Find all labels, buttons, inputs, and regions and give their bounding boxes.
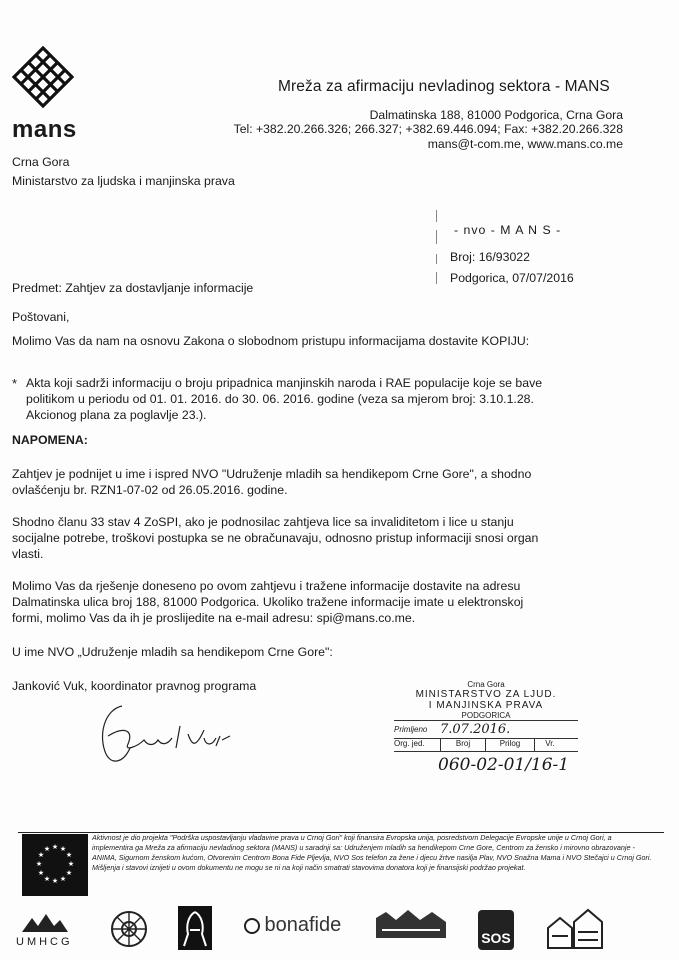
signature-image — [84, 696, 244, 772]
footer-disclaimer: Aktivnost je dio projekta "Podrška uspostavljanju vladavine prava u Crnoj Gori" koji finansira Evropska unija, posredstvom Delegacije Evropske unije u Crnoj Gori, a implementira ga Mreža za afirmaciju nevladinog sektora (MANS) u saradnji sa: Udruženjem mladih sa hendikepom Crne Gore, Centrom za žensko i mirovno obrazovanje - ANIMA, Sigurnom ženskom kućom, Otvorenim Centrom Bona Fide Pljevlja, NVO Sos telefon za žene i djecu žrtve nasilja Plav, NVO Snažna Mama i NVO Stečajci u Crnoj Gori. Mišljenja i stavovi izniјeti u ovom dokumentu ne mogu se ni na koji način smatrati stavovima donatora koji je finansijski podržao projekat. — [92, 833, 652, 872]
svg-text:★: ★ — [65, 851, 73, 859]
paragraph-line: Dalmatinska ulica broj 188, 81000 Podgorica. Ukoliko tražene informacije imate u elektronskoj — [12, 595, 524, 609]
paragraph-line: vlasti. — [12, 547, 44, 561]
paragraph-delivery — [12, 578, 612, 626]
svg-text:★: ★ — [51, 843, 59, 851]
stamp-line: PODGORICA — [461, 711, 511, 720]
bonafide-logo — [244, 914, 341, 937]
svg-text:★: ★ — [59, 845, 67, 853]
stamp-line: Crna Gora — [467, 680, 505, 689]
item-line: Akcionog plana za poglavlje 23.). — [26, 408, 207, 422]
stamp-line: I MANJINSKA PRAVA — [428, 700, 544, 711]
item-line: politikom u periodu od 01. 01. 2016. do 30. 06. 2016. godine (veza sa mjerom broj: 3.10.1.28. — [26, 392, 534, 406]
margin-mark — [436, 254, 437, 264]
bullet-asterisk: * — [12, 376, 18, 391]
stamp-number: 060-02-01/16-1 — [438, 755, 570, 775]
paragraph-line: Shodno članu 33 stav 4 ZoSPI, ako je podnosilac zahtjeva lice sa invaliditetom i lice u stanju — [12, 515, 514, 529]
paragraph-line: Molimo Vas da rješenje doneseno po ovom zahtjevu i tražene informacije dostavite na adresu — [12, 579, 521, 593]
paragraph-line: socijalne potrebe, troškovi postupka se ne obračunavaju, odnosno pristup informaciji snosi organ — [12, 531, 539, 545]
paragraph-costs — [12, 514, 612, 562]
reference-number: Broj: 16/93022 — [450, 250, 530, 264]
date-place: Podgorica, 07/07/2016 — [450, 271, 574, 285]
org-address: Dalmatinska 188, 81000 Podgorica, Crna Gora — [369, 108, 623, 122]
svg-text:★: ★ — [67, 860, 75, 868]
svg-text:★: ★ — [37, 869, 45, 877]
stamp-received-label: Primljeno — [394, 725, 428, 734]
registry-stamp — [394, 680, 578, 788]
svg-text:★: ★ — [59, 875, 67, 883]
salutation: Poštovani, — [12, 310, 70, 324]
svg-text:★: ★ — [35, 860, 43, 868]
stamp-col: Org. jed. — [394, 739, 441, 751]
margin-mark — [436, 210, 437, 222]
bonafide-label: bonafide — [264, 914, 342, 936]
note-heading: NAPOMENA: — [12, 433, 88, 447]
stamp-line: MINISTARSTVO ZA LJUD. — [415, 689, 557, 700]
eu-flag-icon — [22, 834, 88, 896]
umhcg-label: UMHCG — [16, 936, 73, 948]
requested-item — [26, 375, 586, 423]
margin-mark — [436, 272, 437, 284]
stamp-received-row — [394, 720, 578, 738]
bonafide-circle-icon — [244, 918, 260, 934]
stamp-col: Broj — [441, 739, 486, 751]
on-behalf-line: U ime NVO „Udruženje mladih sa hendikepom Crne Gore": — [12, 645, 333, 659]
anima-logo-icon — [108, 908, 150, 955]
item-line: Akta koji sadrži informaciju o broju pripadnica manjinskih naroda i RAE populacije koje se bave — [26, 376, 543, 390]
signatory-line: Janković Vuk, koordinator pravnog programa — [12, 679, 257, 693]
recipient-ministry: Ministarstvo za ljudska i manjinska prava — [12, 174, 235, 188]
paragraph-authorization — [12, 466, 612, 498]
umhcg-mark-icon — [20, 912, 70, 934]
margin-mark — [436, 230, 437, 244]
sos-badge — [478, 910, 514, 950]
womens-shelter-logo-icon — [178, 906, 212, 955]
stecci-logo-icon — [544, 908, 604, 955]
subject-line: Predmet: Zahtjev za dostavljanje informacije — [12, 281, 254, 295]
partner-logos — [10, 906, 670, 956]
svg-text:★: ★ — [43, 875, 51, 883]
stamp-received-value: 7.07.2016. — [440, 722, 511, 737]
svg-text:★: ★ — [51, 877, 59, 885]
stamp-col: Vr. — [545, 739, 555, 748]
umhcg-logo — [10, 912, 80, 956]
org-phones: Tel: +382.20.266.326; 266.327; +382.69.446.094; Fax: +382.20.266.328 — [233, 122, 623, 136]
paragraph-line: Zahtjev je podnijet u ime i ispred NVO "Udruženje mladih sa hendikepom Crne Gore", a shodno — [12, 467, 532, 481]
mans-logo-icon — [12, 46, 74, 119]
svg-text:★: ★ — [37, 851, 45, 859]
svg-text:★: ★ — [65, 869, 73, 877]
stamp-col: Prilog — [486, 739, 535, 751]
recipient-country: Crna Gora — [12, 155, 70, 169]
org-name: Mreža za afirmaciju nevladinog sektora - MANS — [278, 78, 610, 95]
org-contacts: mans@t-com.me, www.mans.co.me — [427, 137, 623, 151]
paragraph-line: formi, molimo Vas da ih je proslijedite na e-mail adresu: spi@mans.co.me. — [12, 611, 416, 625]
brand-name: mans — [12, 116, 77, 143]
paragraph-line: ovlašćenju br. RZN1-07-02 od 26.05.2016. godine. — [12, 483, 288, 497]
stamp-columns-row — [394, 738, 578, 752]
nvo-label: - nvo - M A N S - — [454, 223, 562, 237]
intro-paragraph: Molimo Vas da nam na osnovu Zakona o slobodnom pristupu informacijama dostavite KOPIJU: — [12, 334, 530, 348]
sos-label: SOS — [481, 930, 511, 946]
sos-plav-logo-icon — [376, 908, 446, 953]
svg-text:★: ★ — [43, 845, 51, 853]
